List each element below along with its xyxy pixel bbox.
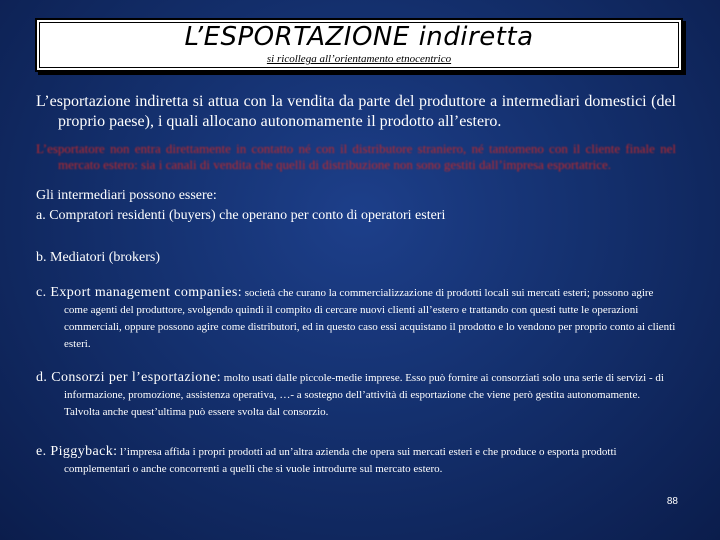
slide-content [36, 92, 676, 493]
list-item-e-heading: e. Piggyback: [36, 444, 118, 459]
slide-title: L’ESPORTAZIONE indiretta [184, 22, 534, 52]
list-item-b: b. Mediatori (brokers) [36, 250, 161, 265]
title-box [35, 18, 683, 72]
slide-subtitle: si ricollega all’orientamento etnocentrico [266, 53, 452, 65]
list-item-d-description: molto usati dalle piccole-medie imprese. Esso può fornire ai consorziati solo una serie di servizi - di informazione, promozione, assistenza operativa, …- a sostegno dell’attività di esportazione che viene però gestita autonomamente. Talvolta anche quest’ultima può essere svolta dal consorzio. [64, 372, 664, 418]
title-box-inner-border [39, 22, 679, 68]
intro-paragraph: L’esportazione indiretta si attua con la vendita da parte del produttore a intermediari domestici (del proprio paese), i quali allocano autonomamente il prodotto all’estero. [36, 93, 676, 130]
list-item-d-heading: d. Consorzi per l’esportazione: [36, 370, 222, 385]
list-item-c-description: società che curano la commercializzazione di prodotti locali sui mercati esteri; possono agire come agenti del produttore, svolgendo quindi il compito di cercare nuovi clienti all’estero e trattando con questi tutte le operazioni commerciali, oppure possono agire come distributori, ed in questo caso essi acquistano il prodotto e lo vendono per proprio conto ai clienti esteri. [64, 287, 676, 350]
red-note-paragraph: L’esportatore non entra direttamente in contatto né con il distributore straniero, né tantomeno con il cliente finale nel mercato estero: sia i canali di vendita che quelli di distribuzione non sono gestiti dall’impresa esportatrice. [36, 141, 676, 172]
list-item-a: a. Compratori residenti (buyers) che operano per conto di operatori esteri [36, 208, 446, 223]
list-item-e [36, 443, 676, 477]
page-number: 88 [666, 496, 678, 507]
list-item-e-description: l’impresa affida i propri prodotti ad un’altra azienda che opera sui mercati esteri e che produce o esporta prodotti complementari o anche concorrenti a quelli che si vuole introdurre sul mercato estero. [64, 446, 617, 475]
list-item-c-heading: c. Export management companies: [36, 285, 243, 300]
list-item-d [36, 369, 676, 420]
intermediari-intro: Gli intermediari possono essere: [36, 188, 217, 203]
list-item-c [36, 284, 676, 352]
